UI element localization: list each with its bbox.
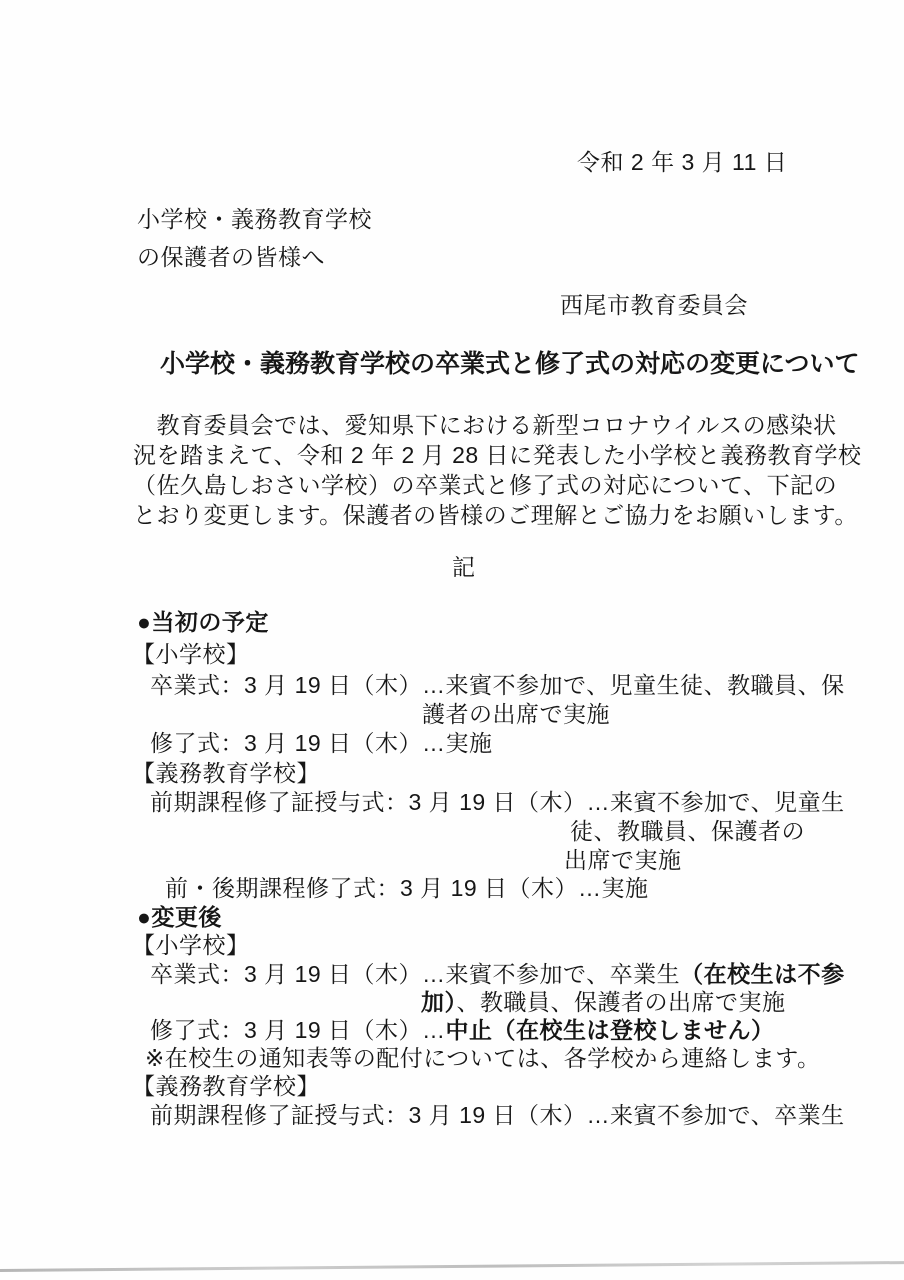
changed-plan-heading: ●変更後 (137, 904, 222, 930)
changed-compulsory-school-header: 【義務教育学校】 (132, 1073, 320, 1099)
sender-organization: 西尾市教育委員会 (560, 292, 748, 318)
original-both-terms-line: 前・後期課程修了式：3 月 19 日（木）…実施 (165, 875, 649, 901)
changed-graduation-line-1-bold: （在校生は不参 (680, 961, 845, 987)
changed-closing-bold: 中止（在校生は登校しません） (445, 1017, 775, 1043)
original-graduation-line-1: 卒業式：3 月 19 日（木）…来賓不参加で、児童生徒、教職員、保 (150, 672, 845, 698)
changed-closing-ceremony-line (150, 1016, 775, 1045)
original-elementary-header: 【小学校】 (132, 641, 250, 667)
original-plan-heading: ●当初の予定 (137, 609, 269, 635)
date-line: 令和 2 年 3 月 11 日 (577, 149, 788, 175)
addressee-line-2: の保護者の皆様へ (137, 244, 325, 270)
changed-closing-regular: 修了式：3 月 19 日（木）… (150, 1017, 446, 1043)
changed-note-line: ※在校生の通知表等の配付については、各学校から連絡します。 (145, 1045, 821, 1071)
original-early-term-line-2: 徒、教職員、保護者の (570, 818, 805, 844)
changed-graduation-line-2-bold: 加） (421, 989, 457, 1015)
ki-marker: 記 (452, 554, 476, 580)
body-paragraph-line-4: とおり変更します。保護者の皆様のご理解とご協力をお願いします。 (133, 502, 858, 528)
addressee-line-1: 小学校・義務教育学校 (137, 206, 372, 232)
changed-graduation-line-2 (421, 988, 786, 1017)
changed-early-term-line-1: 前期課程修了証授与式：3 月 19 日（木）…来賓不参加で、卒業生 (150, 1102, 845, 1128)
body-paragraph-line-3: （佐久島しおさい学校）の卒業式と修了式の対応について、下記の (133, 472, 838, 498)
changed-elementary-header: 【小学校】 (132, 932, 250, 958)
original-graduation-line-2: 護者の出席で実施 (422, 701, 610, 727)
changed-graduation-line-1 (150, 960, 845, 989)
original-closing-ceremony-line: 修了式：3 月 19 日（木）…実施 (150, 730, 493, 756)
document-title: 小学校・義務教育学校の卒業式と修了式の対応の変更について (160, 350, 860, 378)
scan-artifact-line (0, 1261, 904, 1272)
changed-graduation-line-2-regular: 、教職員、保護者の出席で実施 (456, 989, 786, 1015)
original-early-term-line-3: 出席で実施 (564, 847, 682, 873)
body-paragraph-line-2: 況を踏まえて、令和 2 年 2 月 28 日に発表した小学校と義務教育学校 (133, 442, 862, 468)
body-paragraph-line-1: 教育委員会では、愛知県下における新型コロナウイルスの感染状 (133, 412, 837, 438)
changed-graduation-line-1-regular: 卒業式：3 月 19 日（木）…来賓不参加で、卒業生 (150, 961, 681, 987)
original-compulsory-school-header: 【義務教育学校】 (132, 760, 320, 786)
original-early-term-line-1: 前期課程修了証授与式：3 月 19 日（木）…来賓不参加で、児童生 (150, 789, 845, 815)
